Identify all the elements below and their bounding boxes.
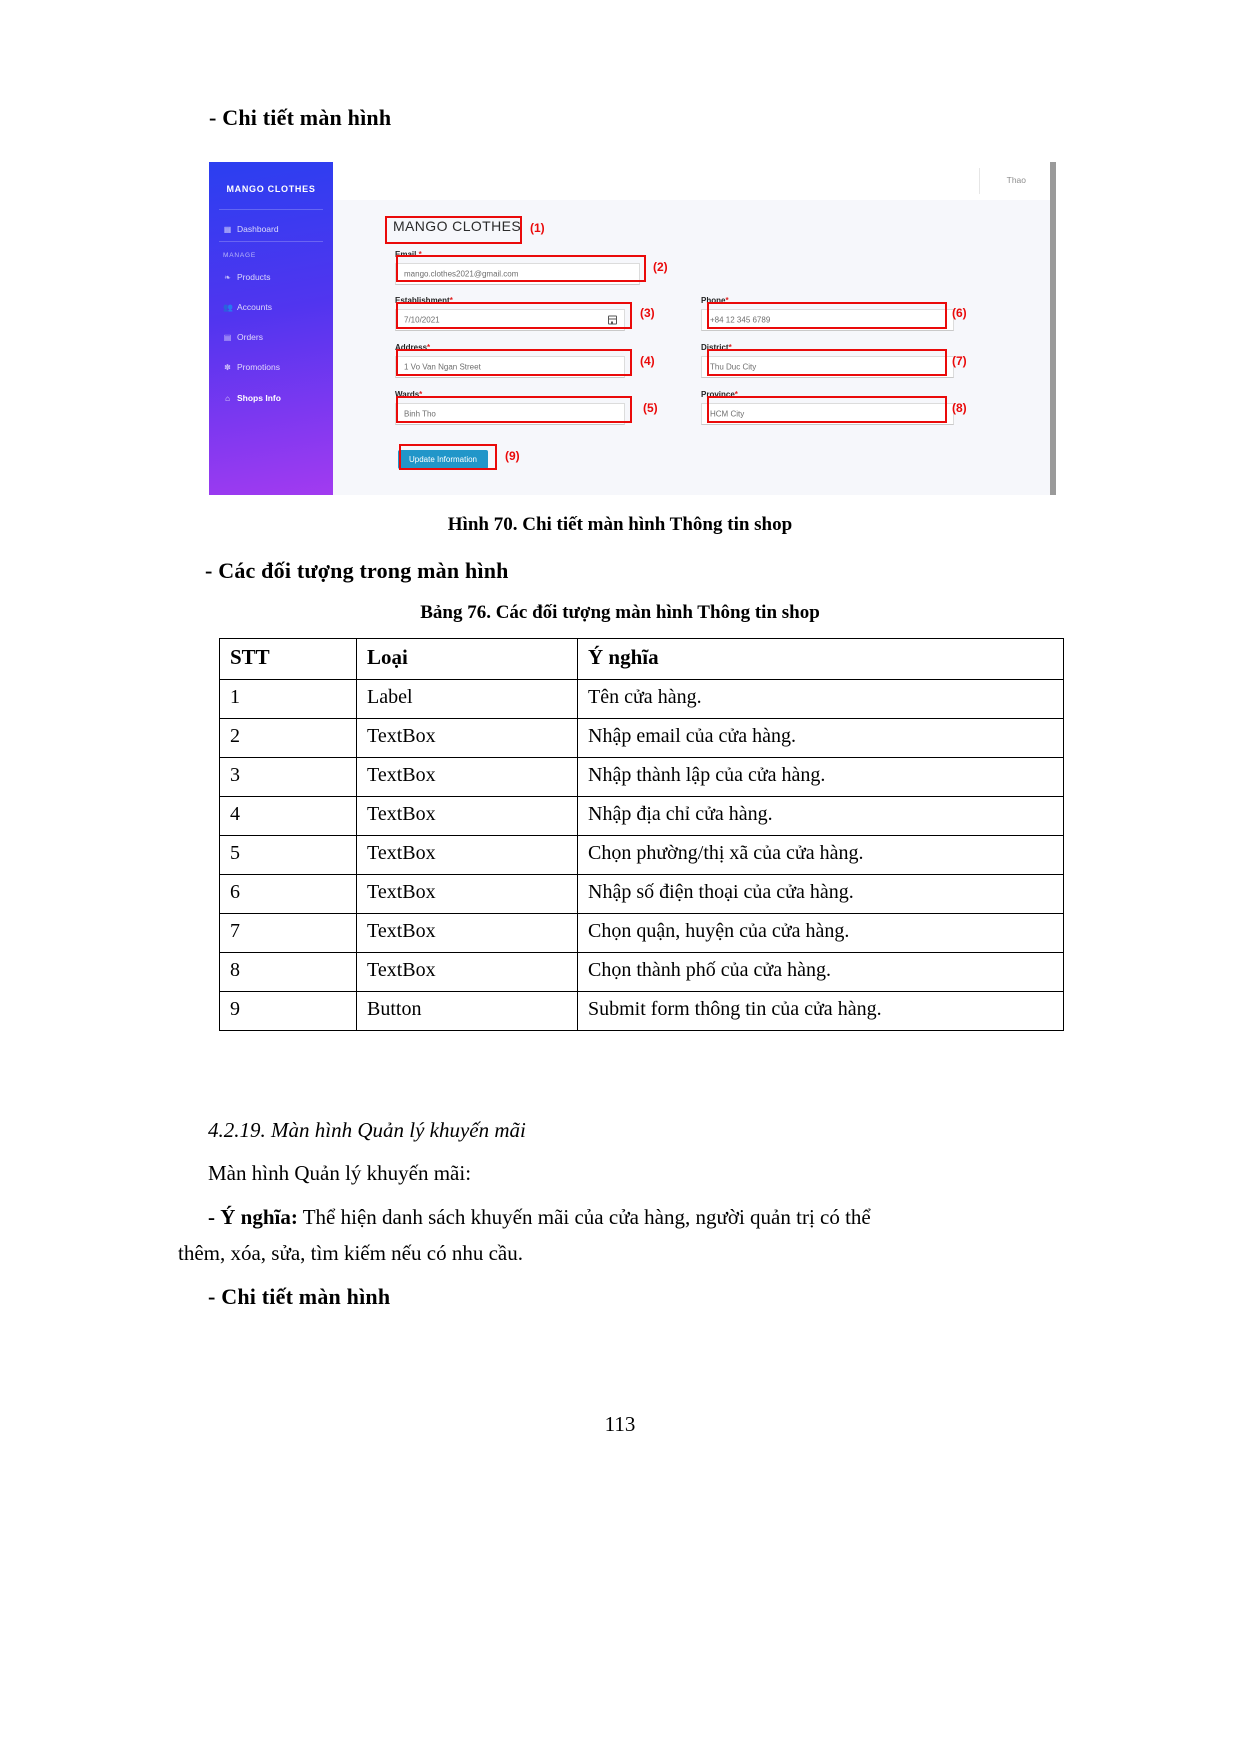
meaning-paragraph xyxy=(208,1202,1008,1232)
sidebar-item-label: Accounts xyxy=(237,302,272,312)
cell-y-nghia: Submit form thông tin của cửa hàng. xyxy=(578,992,1064,1031)
sidebar-item-shops-info[interactable] xyxy=(223,393,281,403)
sidebar-item-accounts[interactable] xyxy=(223,302,272,312)
cell-loai: TextBox xyxy=(357,953,578,992)
cell-y-nghia: Chọn quận, huyện của cửa hàng. xyxy=(578,914,1064,953)
sidebar-item-label: Shops Info xyxy=(237,393,281,403)
required-marker: * xyxy=(725,296,729,305)
table-row xyxy=(220,680,1064,719)
sidebar-divider-mid xyxy=(219,241,323,242)
table-header-row xyxy=(220,639,1064,680)
annotation-label-2: (2) xyxy=(653,260,668,274)
district-value: Thu Duc City xyxy=(710,362,757,372)
page-number: 113 xyxy=(604,1412,636,1436)
table-row xyxy=(220,992,1064,1031)
table-row xyxy=(220,719,1064,758)
annotation-label-7: (7) xyxy=(952,354,967,368)
cell-y-nghia: Nhập địa chỉ cửa hàng. xyxy=(578,797,1064,836)
cell-loai: TextBox xyxy=(357,836,578,875)
wards-field[interactable] xyxy=(395,403,625,425)
cell-y-nghia: Nhập email của cửa hàng. xyxy=(578,719,1064,758)
app-topbar xyxy=(333,162,1050,201)
cell-stt: 9 xyxy=(220,992,357,1031)
sidebar-item-label: Products xyxy=(237,272,271,282)
tag-icon: ❧ xyxy=(224,272,231,282)
establishment-value: 7/10/2021 xyxy=(404,315,440,325)
cell-loai: TextBox xyxy=(357,875,578,914)
address-label: Address* xyxy=(395,343,431,352)
wards-label: Wards* xyxy=(395,390,423,399)
required-marker: * xyxy=(418,250,422,259)
email-value: mango.clothes2021@gmail.com xyxy=(404,269,519,279)
required-marker: * xyxy=(419,390,423,399)
annotation-label-5: (5) xyxy=(643,401,658,415)
district-field[interactable] xyxy=(701,356,954,378)
cell-y-nghia: Nhập thành lập của cửa hàng. xyxy=(578,758,1064,797)
update-information-button[interactable]: Update Information xyxy=(398,450,488,469)
shop-info-form xyxy=(393,210,1030,487)
table-row xyxy=(220,875,1064,914)
required-marker: * xyxy=(734,390,738,399)
shop-name-label: MANGO CLOTHES xyxy=(393,218,522,234)
province-label: Province* xyxy=(701,390,738,399)
table-row xyxy=(220,953,1064,992)
establishment-field[interactable] xyxy=(395,309,625,331)
cell-loai: TextBox xyxy=(357,914,578,953)
scrollbar-vertical[interactable] xyxy=(1050,162,1056,495)
topbar-user-name[interactable]: Thao xyxy=(1006,175,1026,185)
sidebar-item-orders[interactable] xyxy=(223,332,263,342)
app-logo: MANGO CLOTHES xyxy=(226,184,316,194)
province-value: HCM City xyxy=(710,409,745,419)
app-sidebar xyxy=(209,162,333,495)
required-marker: * xyxy=(427,343,431,352)
table-header-y-nghia: Ý nghĩa xyxy=(578,639,1064,680)
phone-field[interactable] xyxy=(701,309,954,331)
sidebar-item-label: Orders xyxy=(237,332,263,342)
annotation-label-6: (6) xyxy=(952,306,967,320)
cell-stt: 7 xyxy=(220,914,357,953)
required-marker: * xyxy=(728,343,732,352)
figure-caption: Hình 70. Chi tiết màn hình Thông tin shop xyxy=(447,514,793,535)
heading-screen-objects: - Các đối tượng trong màn hình xyxy=(205,558,509,583)
required-marker: * xyxy=(449,296,453,305)
address-field[interactable] xyxy=(395,356,625,378)
table-row xyxy=(220,758,1064,797)
cell-stt: 3 xyxy=(220,758,357,797)
sidebar-item-label: Promotions xyxy=(237,362,280,372)
email-label: Email * xyxy=(395,250,422,259)
cell-stt: 1 xyxy=(220,680,357,719)
meaning-text-line-1: Thể hiện danh sách khuyến mãi của cửa hàng, người quản trị có thể xyxy=(302,1205,871,1229)
sidebar-section-label: MANAGE xyxy=(223,252,256,259)
store-icon: ⌂ xyxy=(225,393,230,403)
annotation-label-8: (8) xyxy=(952,401,967,415)
establishment-label: Establishment* xyxy=(395,296,453,305)
cell-y-nghia: Chọn thành phố của cửa hàng. xyxy=(578,953,1064,992)
cell-loai: TextBox xyxy=(357,758,578,797)
cell-stt: 8 xyxy=(220,953,357,992)
list-icon: ▤ xyxy=(223,332,232,342)
district-label: District* xyxy=(701,343,732,352)
table-header-stt: STT xyxy=(220,639,357,680)
heading-screen-detail-top: - Chi tiết màn hình xyxy=(209,105,392,130)
table-row xyxy=(220,836,1064,875)
table-header-loai: Loại xyxy=(357,639,578,680)
annotation-label-1: (1) xyxy=(530,221,545,235)
phone-value: +84 12 345 6789 xyxy=(710,315,771,325)
province-field[interactable] xyxy=(701,403,954,425)
wards-value: Binh Tho xyxy=(404,409,436,419)
meaning-paragraph-continuation: thêm, xóa, sửa, tìm kiếm nếu có nhu cầu. xyxy=(178,1241,523,1265)
sidebar-item-label: Dashboard xyxy=(237,224,279,234)
annotation-label-4: (4) xyxy=(640,354,655,368)
table-row xyxy=(220,797,1064,836)
heading-screen-detail-bottom: - Chi tiết màn hình xyxy=(208,1284,391,1309)
address-value: 1 Vo Van Ngan Street xyxy=(404,362,481,372)
sidebar-divider-top xyxy=(219,209,323,210)
figure-shop-info-screenshot xyxy=(209,162,1056,495)
app-content-canvas xyxy=(333,200,1050,495)
phone-label: Phone* xyxy=(701,296,729,305)
cell-stt: 5 xyxy=(220,836,357,875)
sidebar-item-products[interactable] xyxy=(223,272,271,282)
cell-stt: 2 xyxy=(220,719,357,758)
cell-stt: 4 xyxy=(220,797,357,836)
cell-stt: 6 xyxy=(220,875,357,914)
cell-loai: Label xyxy=(357,680,578,719)
annotation-label-3: (3) xyxy=(640,306,655,320)
scrollbar-thumb[interactable] xyxy=(1050,162,1056,495)
gift-icon: ✽ xyxy=(224,362,231,372)
section-heading-4-2-19: 4.2.19. Màn hình Quản lý khuyến mãi xyxy=(208,1118,526,1142)
section-intro-line: Màn hình Quản lý khuyến mãi: xyxy=(208,1161,472,1185)
cell-loai: Button xyxy=(357,992,578,1031)
cell-loai: TextBox xyxy=(357,797,578,836)
table-caption: Bảng 76. Các đối tượng màn hình Thông tin shop xyxy=(420,602,820,623)
sidebar-item-dashboard[interactable] xyxy=(223,224,279,234)
cell-y-nghia: Nhập số điện thoại của cửa hàng. xyxy=(578,875,1064,914)
sidebar-section-manage xyxy=(223,252,256,259)
cell-y-nghia: Tên cửa hàng. xyxy=(578,680,1064,719)
topbar-divider xyxy=(979,168,980,194)
objects-table xyxy=(219,638,1064,1031)
meaning-label: - Ý nghĩa: xyxy=(208,1205,298,1229)
annotation-label-9: (9) xyxy=(505,449,520,463)
cell-loai: TextBox xyxy=(357,719,578,758)
calendar-icon[interactable] xyxy=(608,316,617,325)
grid-icon: ▦ xyxy=(223,224,232,234)
cell-y-nghia: Chọn phường/thị xã của cửa hàng. xyxy=(578,836,1064,875)
table-row xyxy=(220,914,1064,953)
email-field[interactable] xyxy=(395,263,640,285)
users-icon: 👥 xyxy=(223,302,233,312)
sidebar-item-promotions[interactable] xyxy=(223,362,280,372)
